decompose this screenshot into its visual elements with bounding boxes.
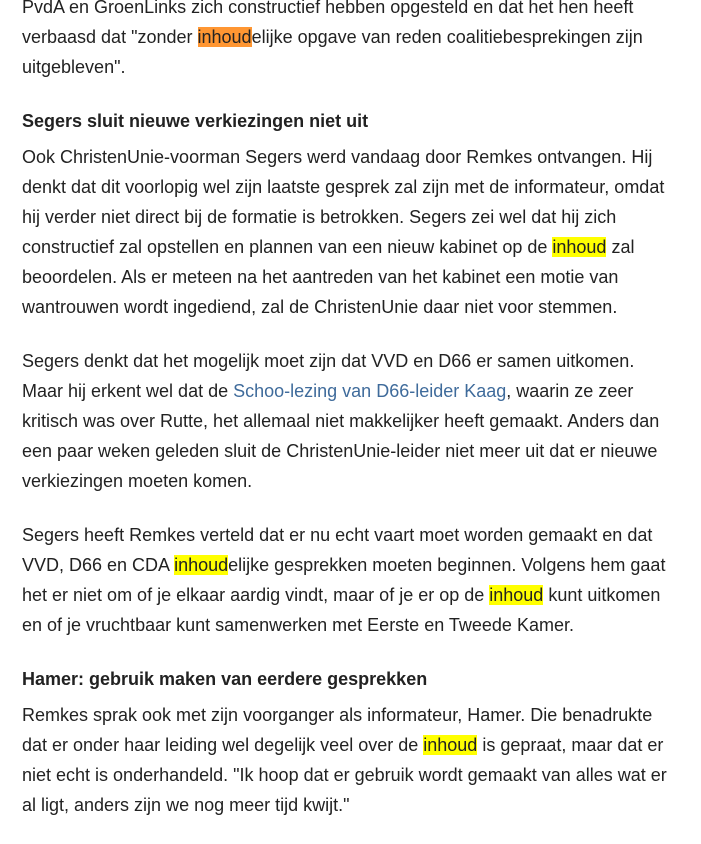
section-heading-segers: Segers sluit nieuwe verkiezingen niet uit [22, 111, 369, 131]
search-highlight: inhoud [489, 585, 544, 605]
paragraph-3 [22, 346, 672, 496]
section-heading-hamer: Hamer: gebruik maken van eerdere gesprekken [22, 669, 428, 689]
text: , waarin ze zeer kritisch was over Rutte, het allemaal niet makkelijker heeft gemaakt. Anders dan een paar weken geleden sluit de ChristenUnie-leider niet meer uit dat er nieuwe verkiezingen moeten komen. [22, 381, 660, 491]
paragraph-1 [22, 0, 672, 82]
schoo-lezing-link[interactable]: Schoo-lezing van D66-leider Kaag [233, 381, 507, 401]
text: is gepraat, maar dat er niet echt is onderhandeld. "Ik hoop dat er gebruik wordt gemaakt van alles wat er al ligt, anders zijn we nog meer tijd kwijt." [22, 735, 667, 815]
paragraph-4 [22, 520, 672, 640]
text: elijke opgave van reden coalitiebesprekingen zijn uitgebleven". [22, 27, 643, 77]
text: Segers denkt dat het mogelijk moet zijn dat VVD en D66 er samen uitkomen. Maar hij erkent wel dat de [22, 351, 635, 401]
search-highlight: inhoud [174, 555, 229, 575]
search-highlight-current: inhoud [197, 27, 252, 47]
paragraph-2 [22, 142, 672, 322]
search-highlight: inhoud [552, 237, 607, 257]
text: Ook ChristenUnie-voorman Segers werd vandaag door Remkes ontvangen. Hij denkt dat dit voorlopig wel zijn laatste gesprek zal zijn met de informateur, omdat hij verder niet direct bij de formatie is betrokken. Segers zei wel dat hij zich constructief zal opstellen en plannen van een nieuw kabinet op de [22, 147, 665, 257]
article-body [22, 0, 672, 844]
text: Segers heeft Remkes verteld dat er nu echt vaart moet worden gemaakt en dat VVD, D66 en CDA [22, 525, 653, 575]
text: Remkes sprak ook met zijn voorganger als informateur, Hamer. Die benadrukte dat er onder haar leiding wel degelijk veel over de [22, 705, 653, 755]
text: PvdA en GroenLinks zich constructief hebben opgesteld en dat het hen heeft verbaasd dat "zonder [22, 0, 634, 47]
paragraph-5 [22, 700, 672, 820]
text: kunt uitkomen en of je vruchtbaar kunt samenwerken met Eerste en Tweede Kamer. [22, 585, 661, 635]
text: elijke gesprekken moeten beginnen. Volgens hem gaat het er niet om of je elkaar aardig vindt, maar of je er op de [22, 555, 666, 605]
text: zal beoordelen. Als er meteen na het aantreden van het kabinet een motie van wantrouwen wordt ingediend, zal de ChristenUnie daar niet voor stemmen. [22, 237, 635, 317]
search-highlight: inhoud [423, 735, 478, 755]
